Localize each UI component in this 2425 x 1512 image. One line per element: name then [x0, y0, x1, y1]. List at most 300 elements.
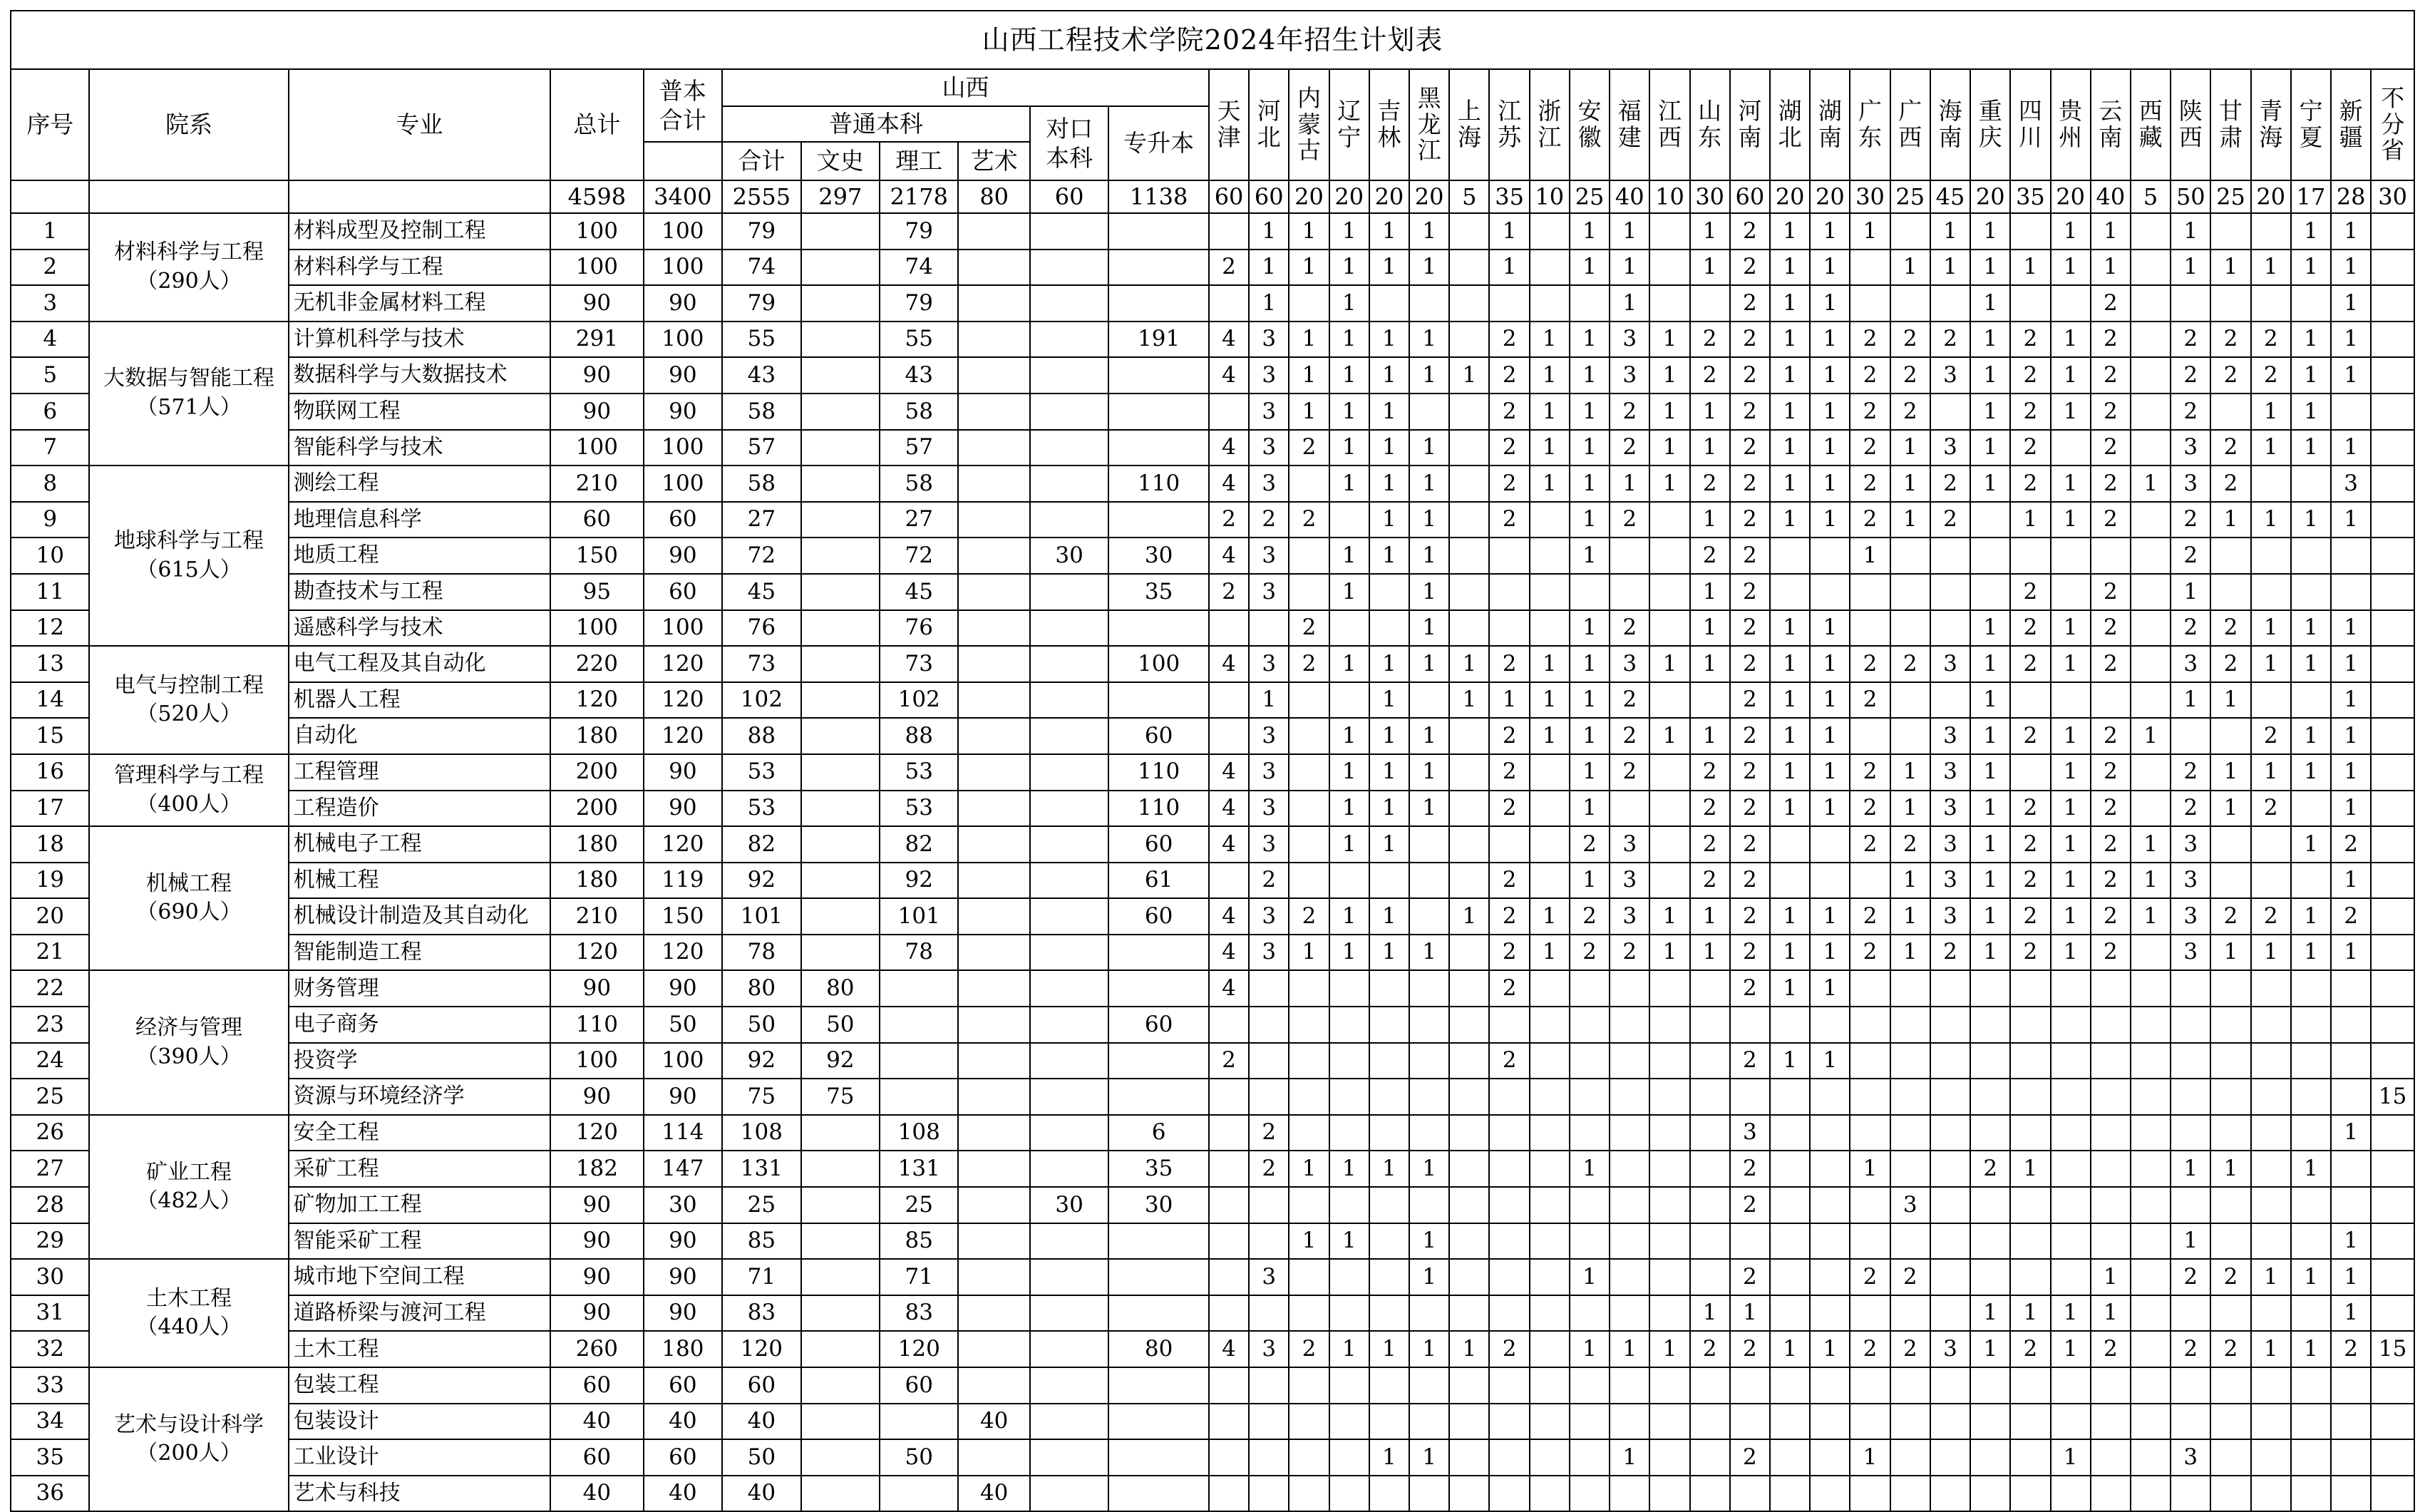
province-cell — [1329, 1404, 1369, 1440]
province-cell — [1649, 574, 1689, 610]
province-cell: 1 — [1890, 898, 1930, 935]
total-cell: 210 — [550, 466, 644, 502]
province-cell: 3 — [2171, 863, 2210, 899]
puben-total-cell: 90 — [644, 970, 722, 1007]
totals-cell: 5 — [1449, 180, 1489, 213]
province-cell — [2091, 682, 2131, 719]
province-cell: 3 — [1930, 898, 1970, 935]
province-cell — [1449, 322, 1489, 358]
duikou-cell — [1030, 1043, 1108, 1079]
putong-total-cell: 71 — [722, 1259, 800, 1295]
province-cell — [1449, 213, 1489, 250]
province-cell — [1930, 1187, 1970, 1223]
province-cell — [1649, 754, 1689, 791]
yishu-cell — [958, 502, 1029, 538]
province-cell: 2 — [1730, 394, 1770, 430]
province-cell — [2251, 1079, 2291, 1115]
province-cell: 1 — [1970, 250, 2010, 286]
province-cell: 2 — [1570, 826, 1610, 863]
province-cell: 3 — [1930, 430, 1970, 466]
province-cell: 1 — [2331, 1223, 2371, 1260]
wenshi-cell — [801, 791, 880, 827]
province-cell — [1409, 1404, 1449, 1440]
province-cell: 1 — [1610, 285, 1649, 322]
province-cell — [2010, 1476, 2050, 1512]
province-cell — [2291, 1295, 2331, 1332]
province-cell — [1209, 1151, 1249, 1187]
province-cell — [1930, 394, 1970, 430]
province-cell: 1 — [1770, 213, 1810, 250]
province-cell: 1 — [1409, 1259, 1449, 1295]
province-cell — [1329, 1007, 1369, 1043]
province-cell: 2 — [1850, 935, 1890, 971]
province-cell — [1970, 1007, 2010, 1043]
province-cell — [1289, 826, 1329, 863]
header-province-15 — [1810, 69, 1850, 180]
province-cell: 2 — [2171, 754, 2210, 791]
major-cell: 遥感科学与技术 — [289, 610, 551, 647]
province-cell — [1570, 1115, 1610, 1151]
header-province-6 — [1449, 69, 1489, 180]
province-cell — [2371, 1295, 2414, 1332]
wenshi-cell: 92 — [801, 1043, 880, 1079]
province-cell — [1329, 1079, 1369, 1115]
province-cell: 3 — [1930, 718, 1970, 754]
province-cell: 1 — [1329, 1331, 1369, 1367]
province-cell: 2 — [1730, 357, 1770, 394]
province-cell — [2131, 610, 2171, 647]
province-cell: 1 — [1369, 502, 1409, 538]
province-cell — [1850, 285, 1890, 322]
province-cell: 1 — [1530, 357, 1570, 394]
province-label: 黑龙江 — [1417, 83, 1441, 165]
zhuanshengben-cell — [1108, 1404, 1209, 1440]
province-cell: 2 — [1489, 970, 1529, 1007]
province-cell — [2010, 1404, 2050, 1440]
province-cell — [1890, 574, 1930, 610]
province-cell: 2 — [1489, 466, 1529, 502]
province-cell: 1 — [2251, 610, 2291, 647]
province-cell — [1770, 538, 1810, 574]
puben-total-cell: 114 — [644, 1115, 722, 1151]
zhuanshengben-cell: 60 — [1108, 898, 1209, 935]
province-cell — [1409, 285, 1449, 322]
province-cell: 2 — [1730, 1187, 1770, 1223]
province-cell — [2131, 1187, 2171, 1223]
putong-total-cell: 85 — [722, 1223, 800, 1260]
wenshi-cell — [801, 502, 880, 538]
province-cell: 2 — [1690, 863, 1730, 899]
province-cell — [1690, 682, 1730, 719]
province-cell: 1 — [1810, 754, 1850, 791]
province-cell: 2 — [2251, 322, 2291, 358]
total-cell: 200 — [550, 754, 644, 791]
header-putong: 普通本科 — [722, 106, 1030, 142]
duikou-cell — [1030, 1079, 1108, 1115]
ligong-cell: 88 — [880, 718, 958, 754]
province-cell — [2210, 1079, 2250, 1115]
province-cell: 1 — [1649, 466, 1689, 502]
province-cell: 1 — [1289, 213, 1329, 250]
seq-cell: 17 — [11, 791, 89, 827]
ligong-cell — [880, 1043, 958, 1079]
province-cell — [1329, 610, 1369, 647]
header-province-9 — [1570, 69, 1610, 180]
province-cell — [1409, 1043, 1449, 1079]
province-cell — [2251, 1187, 2291, 1223]
department-count: （615人） — [136, 557, 242, 582]
province-cell: 1 — [1369, 682, 1409, 719]
province-cell: 1 — [1369, 754, 1409, 791]
province-cell — [1329, 1187, 1369, 1223]
province-cell — [1449, 970, 1489, 1007]
department-count: （571人） — [136, 394, 242, 420]
province-cell — [1530, 1476, 1570, 1512]
province-cell: 4 — [1209, 646, 1249, 682]
province-cell — [1489, 538, 1529, 574]
province-cell: 1 — [2051, 1439, 2091, 1476]
province-cell: 1 — [2051, 322, 2091, 358]
province-cell: 2 — [2210, 1331, 2250, 1367]
duikou-cell — [1030, 430, 1108, 466]
totals-cell: 10 — [1530, 180, 1570, 213]
ligong-cell: 72 — [880, 538, 958, 574]
province-cell: 1 — [1489, 682, 1529, 719]
province-cell: 2 — [2210, 430, 2250, 466]
province-cell — [1289, 970, 1329, 1007]
wenshi-cell: 75 — [801, 1079, 880, 1115]
province-cell — [1489, 574, 1529, 610]
province-cell — [1530, 538, 1570, 574]
province-cell: 1 — [2291, 250, 2331, 286]
putong-total-cell: 75 — [722, 1079, 800, 1115]
province-cell: 1 — [1770, 285, 1810, 322]
province-cell — [2131, 1331, 2171, 1367]
province-cell: 1 — [1449, 682, 1489, 719]
province-cell: 1 — [1970, 935, 2010, 971]
province-cell: 2 — [1289, 430, 1329, 466]
major-cell: 矿物加工工程 — [289, 1187, 551, 1223]
province-cell: 2 — [2010, 574, 2050, 610]
province-cell — [1810, 863, 1850, 899]
province-cell: 2 — [2251, 718, 2291, 754]
table-row — [11, 1223, 2414, 1260]
province-cell — [1890, 1151, 1930, 1187]
province-cell: 1 — [1930, 213, 1970, 250]
province-cell: 2 — [2010, 322, 2050, 358]
province-cell: 1 — [2331, 646, 2371, 682]
table-row — [11, 322, 2414, 358]
puben-total-cell: 40 — [644, 1404, 722, 1440]
province-cell — [2291, 682, 2331, 719]
province-cell — [1369, 285, 1409, 322]
header-province-13 — [1730, 69, 1770, 180]
province-cell — [1930, 1151, 1970, 1187]
province-cell: 3 — [1610, 357, 1649, 394]
province-cell — [1289, 1259, 1329, 1295]
province-cell: 1 — [1970, 826, 2010, 863]
province-cell: 1 — [1570, 322, 1610, 358]
province-cell: 1 — [1770, 322, 1810, 358]
province-cell: 1 — [2331, 285, 2371, 322]
province-cell — [2371, 357, 2414, 394]
province-cell: 1 — [1890, 863, 1930, 899]
province-cell: 1 — [2051, 791, 2091, 827]
department-cell — [89, 826, 288, 970]
puben-total-cell: 100 — [644, 610, 722, 647]
major-cell: 自动化 — [289, 718, 551, 754]
province-cell: 1 — [1770, 754, 1810, 791]
seq-cell: 16 — [11, 754, 89, 791]
province-cell: 3 — [1249, 791, 1289, 827]
province-label: 湖北 — [1778, 97, 1802, 151]
department-count: （520人） — [136, 701, 242, 727]
province-cell: 1 — [2131, 826, 2171, 863]
major-cell: 机械工程 — [289, 863, 551, 899]
province-cell: 1 — [2291, 646, 2331, 682]
province-cell — [1209, 394, 1249, 430]
wenshi-cell: 50 — [801, 1007, 880, 1043]
province-cell: 1 — [1570, 466, 1610, 502]
province-cell — [2251, 970, 2291, 1007]
province-cell: 1 — [1649, 357, 1689, 394]
province-cell — [2131, 970, 2171, 1007]
province-cell — [2091, 538, 2131, 574]
province-cell: 2 — [2091, 718, 2131, 754]
province-cell — [1649, 1439, 1689, 1476]
province-cell — [1930, 610, 1970, 647]
province-cell: 1 — [1690, 718, 1730, 754]
province-cell — [1409, 970, 1449, 1007]
province-cell: 1 — [2291, 718, 2331, 754]
yishu-cell — [958, 1439, 1029, 1476]
province-cell — [1329, 1259, 1369, 1295]
province-cell: 2 — [1690, 322, 1730, 358]
province-cell — [1610, 1476, 1649, 1512]
province-cell: 1 — [2291, 898, 2331, 935]
totals-cell: 60 — [1730, 180, 1770, 213]
province-cell — [2171, 1476, 2210, 1512]
province-cell: 1 — [1369, 394, 1409, 430]
province-cell: 2 — [1570, 935, 1610, 971]
province-cell — [1810, 1007, 1850, 1043]
province-cell: 1 — [2331, 935, 2371, 971]
putong-total-cell: 60 — [722, 1367, 800, 1404]
province-cell: 1 — [1610, 1439, 1649, 1476]
header-yishu: 艺术 — [958, 142, 1029, 180]
duikou-cell: 30 — [1030, 538, 1108, 574]
province-cell — [2210, 1439, 2250, 1476]
province-cell — [2251, 1151, 2291, 1187]
province-cell: 2 — [2091, 394, 2131, 430]
province-cell — [1209, 1259, 1249, 1295]
puben-total-cell: 100 — [644, 322, 722, 358]
wenshi-cell — [801, 1295, 880, 1332]
province-cell — [1730, 1223, 1770, 1260]
totals-cell: 35 — [1489, 180, 1529, 213]
province-cell: 1 — [2171, 1223, 2210, 1260]
province-cell: 2 — [1850, 1259, 1890, 1295]
province-cell — [1489, 826, 1529, 863]
province-cell — [1770, 1187, 1810, 1223]
wenshi-cell — [801, 285, 880, 322]
province-cell — [1530, 1331, 1570, 1367]
province-cell — [1369, 574, 1409, 610]
province-cell — [2371, 1259, 2414, 1295]
major-cell: 智能制造工程 — [289, 935, 551, 971]
table-row — [11, 1259, 2414, 1295]
province-cell — [1489, 1115, 1529, 1151]
total-cell: 182 — [550, 1151, 644, 1187]
province-cell — [2210, 1367, 2250, 1404]
province-cell — [2210, 1404, 2250, 1440]
province-cell: 1 — [1970, 646, 2010, 682]
province-cell — [1449, 502, 1489, 538]
putong-total-cell: 79 — [722, 285, 800, 322]
province-cell — [1449, 1079, 1489, 1115]
province-cell: 3 — [1930, 646, 1970, 682]
province-cell — [1209, 682, 1249, 719]
province-cell — [1209, 1439, 1249, 1476]
seq-cell: 6 — [11, 394, 89, 430]
putong-total-cell: 45 — [722, 574, 800, 610]
province-cell — [2171, 1079, 2210, 1115]
province-cell — [1409, 1295, 1449, 1332]
province-cell — [2131, 1007, 2171, 1043]
putong-total-cell: 50 — [722, 1007, 800, 1043]
putong-total-cell: 53 — [722, 754, 800, 791]
province-cell: 1 — [2251, 250, 2291, 286]
province-cell: 1 — [1570, 357, 1610, 394]
province-cell: 1 — [1329, 791, 1369, 827]
seq-cell: 12 — [11, 610, 89, 647]
province-cell — [1770, 1115, 1810, 1151]
province-cell — [2131, 1223, 2171, 1260]
province-cell: 2 — [2091, 322, 2131, 358]
province-cell — [2210, 394, 2250, 430]
puben-total-cell: 60 — [644, 574, 722, 610]
province-cell — [2091, 1367, 2131, 1404]
province-cell: 1 — [2051, 213, 2091, 250]
wenshi-cell — [801, 466, 880, 502]
province-cell: 1 — [1409, 250, 1449, 286]
province-cell: 2 — [1610, 394, 1649, 430]
province-cell — [1850, 1295, 1890, 1332]
table-row — [11, 754, 2414, 791]
province-cell — [1369, 1295, 1409, 1332]
puben-total-cell: 120 — [644, 682, 722, 719]
province-cell: 2 — [2091, 502, 2131, 538]
province-cell — [1449, 574, 1489, 610]
department-name: 机械工程 — [146, 870, 232, 896]
yishu-cell — [958, 791, 1029, 827]
header-province-10 — [1610, 69, 1649, 180]
province-cell — [1530, 1404, 1570, 1440]
puben-total-cell: 90 — [644, 1295, 722, 1332]
header-province-26 — [2251, 69, 2291, 180]
province-cell: 2 — [1930, 466, 1970, 502]
province-cell — [2010, 1115, 2050, 1151]
duikou-cell — [1030, 213, 1108, 250]
province-cell — [1970, 1043, 2010, 1079]
major-cell: 无机非金属材料工程 — [289, 285, 551, 322]
province-cell: 1 — [1369, 357, 1409, 394]
total-cell: 210 — [550, 898, 644, 935]
province-cell: 1 — [1890, 754, 1930, 791]
province-cell: 1 — [1409, 646, 1449, 682]
province-cell: 3 — [1930, 754, 1970, 791]
province-cell — [1449, 826, 1489, 863]
header-province-2 — [1289, 69, 1329, 180]
province-cell — [2171, 1043, 2210, 1079]
province-cell: 3 — [1930, 1331, 1970, 1367]
province-cell: 2 — [1249, 502, 1289, 538]
province-cell — [1690, 1404, 1730, 1440]
wenshi-cell — [801, 1259, 880, 1295]
province-cell: 2 — [1730, 1439, 1770, 1476]
puben-total-cell: 147 — [644, 1151, 722, 1187]
province-cell — [2051, 1043, 2091, 1079]
province-cell: 3 — [1249, 898, 1289, 935]
major-cell: 城市地下空间工程 — [289, 1259, 551, 1295]
province-cell: 4 — [1209, 754, 1249, 791]
province-cell: 1 — [2331, 322, 2371, 358]
total-cell: 100 — [550, 610, 644, 647]
province-cell — [2010, 1079, 2050, 1115]
province-cell: 1 — [1329, 898, 1369, 935]
department-name: 土木工程 — [146, 1285, 232, 1311]
province-cell: 1 — [1810, 213, 1850, 250]
province-cell — [1289, 538, 1329, 574]
province-cell — [1930, 538, 1970, 574]
province-cell — [2251, 1439, 2291, 1476]
province-cell — [1530, 574, 1570, 610]
province-cell: 1 — [1770, 1043, 1810, 1079]
province-cell — [2331, 1043, 2371, 1079]
province-cell: 15 — [2371, 1079, 2414, 1115]
seq-cell: 4 — [11, 322, 89, 358]
zhuanshengben-cell: 6 — [1108, 1115, 1209, 1151]
province-label: 广东 — [1858, 97, 1883, 151]
province-cell: 1 — [1409, 357, 1449, 394]
zhuanshengben-cell: 110 — [1108, 466, 1209, 502]
province-cell — [1530, 213, 1570, 250]
seq-cell: 5 — [11, 357, 89, 394]
totals-cell: 25 — [1570, 180, 1610, 213]
zhuanshengben-cell: 80 — [1108, 1331, 1209, 1367]
duikou-cell — [1030, 898, 1108, 935]
major-cell: 艺术与科技 — [289, 1476, 551, 1512]
province-cell — [1530, 285, 1570, 322]
province-cell — [1289, 1404, 1329, 1440]
province-cell — [1369, 1187, 1409, 1223]
province-cell — [2131, 791, 2171, 827]
table-row — [11, 1007, 2414, 1043]
province-cell — [2251, 213, 2291, 250]
province-cell: 2 — [1489, 935, 1529, 971]
province-cell — [1649, 610, 1689, 647]
province-cell: 3 — [1610, 322, 1649, 358]
duikou-cell — [1030, 935, 1108, 971]
province-cell: 1 — [2331, 250, 2371, 286]
province-cell: 2 — [1730, 1331, 1770, 1367]
province-cell: 3 — [1249, 574, 1289, 610]
province-cell: 2 — [1730, 322, 1770, 358]
province-cell: 2 — [2091, 430, 2131, 466]
province-cell — [1610, 1007, 1649, 1043]
province-cell — [1489, 610, 1529, 647]
province-cell: 2 — [1489, 863, 1529, 899]
